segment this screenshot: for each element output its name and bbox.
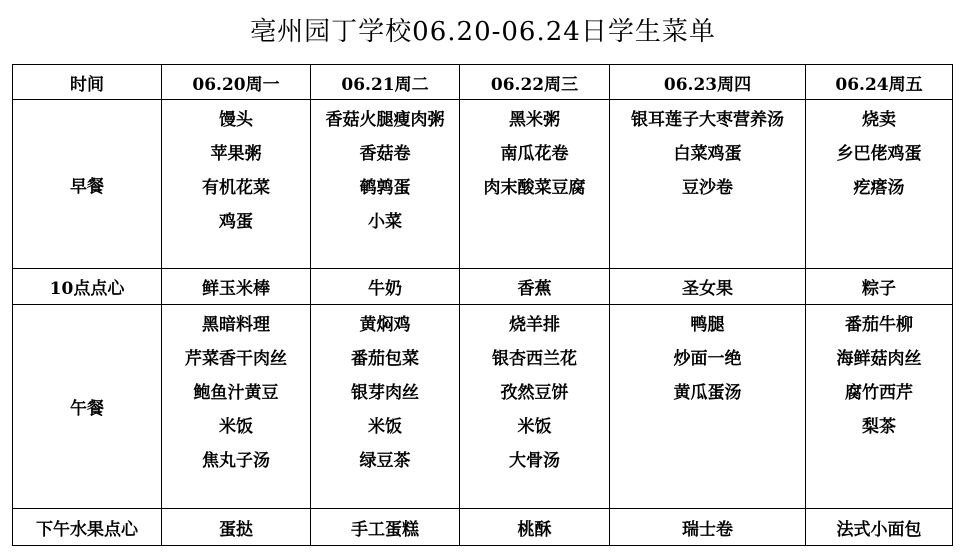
breakfast-cell-fri <box>806 100 953 269</box>
afternoon-fruit-label: 下午水果点心 <box>13 509 162 546</box>
dish-list <box>311 100 459 239</box>
lunch-cell-thu <box>610 305 806 509</box>
time-header: 时间 <box>13 65 162 100</box>
dish-list <box>610 100 805 205</box>
dish-item: 肉末酸菜豆腐 <box>483 178 586 198</box>
dish-item: 孜然豆饼 <box>500 383 569 403</box>
dish-list <box>460 305 609 478</box>
afternoon-fruit-row <box>13 509 953 546</box>
dish-item: 黄焖鸡 <box>359 315 411 335</box>
dish-item: 豆沙卷 <box>682 178 733 198</box>
fruit-cell-thu: 瑞士卷 <box>610 509 806 546</box>
breakfast-cell-mon <box>162 100 311 269</box>
breakfast-cell-wed <box>460 100 610 269</box>
dish-item: 焦丸子汤 <box>202 451 270 471</box>
breakfast-row <box>13 100 953 269</box>
menu-table <box>12 64 953 546</box>
dish-item: 黑暗料理 <box>202 315 270 335</box>
dish-item: 米饭 <box>219 417 253 437</box>
header-row <box>13 65 953 100</box>
dish-item: 鸭腿 <box>690 315 725 335</box>
dish-item: 芹菜香干肉丝 <box>185 349 287 369</box>
dish-item: 银杏西兰花 <box>492 349 577 369</box>
dish-item: 乡巴佬鸡蛋 <box>836 144 922 164</box>
dish-item: 鲍鱼汁黄豆 <box>193 383 279 403</box>
snack-cell-tue: 牛奶 <box>311 269 460 305</box>
snack-cell-fri: 粽子 <box>806 269 953 305</box>
snack-cell-mon: 鲜玉米棒 <box>162 269 311 305</box>
dish-item: 馒头 <box>219 110 253 130</box>
dish-item: 小菜 <box>368 212 402 232</box>
day-header-wed: 06.22周三 <box>460 65 610 100</box>
dish-item: 银芽肉丝 <box>351 383 419 403</box>
dish-item: 大骨汤 <box>509 451 560 471</box>
dish-item: 鸡蛋 <box>219 212 253 232</box>
dish-item: 黑米粥 <box>509 110 560 130</box>
dish-list <box>311 305 459 478</box>
day-header-mon: 06.20周一 <box>162 65 311 100</box>
dish-item: 有机花菜 <box>202 178 270 198</box>
dish-list <box>162 305 310 478</box>
dish-item: 炒面一绝 <box>673 349 742 369</box>
dish-item: 疙瘩汤 <box>853 178 905 198</box>
fruit-cell-tue: 手工蛋糕 <box>311 509 460 546</box>
lunch-cell-mon <box>162 305 311 509</box>
fruit-cell-wed: 桃酥 <box>460 509 610 546</box>
dish-item: 香菇火腿瘦肉粥 <box>325 110 445 130</box>
dish-item: 香菇卷 <box>359 144 411 164</box>
menu-title: 亳州园丁学校06.20-06.24日学生菜单 <box>250 17 716 47</box>
lunch-label: 午餐 <box>13 305 162 509</box>
dish-item: 米饭 <box>517 417 552 437</box>
lunch-cell-tue <box>311 305 460 509</box>
breakfast-cell-tue <box>311 100 460 269</box>
snack-cell-thu: 圣女果 <box>610 269 806 305</box>
fruit-cell-mon: 蛋挞 <box>162 509 311 546</box>
dish-list <box>806 305 952 444</box>
dish-list <box>460 100 609 205</box>
day-header-tue: 06.21周二 <box>311 65 460 100</box>
dish-item: 鹌鹑蛋 <box>359 178 411 198</box>
dish-list <box>610 305 805 410</box>
dish-item: 梨茶 <box>862 417 896 437</box>
dish-list <box>162 100 310 239</box>
dish-item: 南瓜花卷 <box>500 144 569 164</box>
fruit-cell-fri: 法式小面包 <box>806 509 953 546</box>
dish-item: 烧卖 <box>862 110 896 130</box>
lunch-row <box>13 305 953 509</box>
snack-label: 10点点心 <box>13 269 162 305</box>
dish-item: 腐竹西芹 <box>845 383 913 403</box>
day-header-thu: 06.23周四 <box>610 65 806 100</box>
snack-row <box>13 269 953 305</box>
breakfast-cell-thu <box>610 100 806 269</box>
dish-item: 番茄牛柳 <box>845 315 913 335</box>
snack-cell-wed: 香蕉 <box>460 269 610 305</box>
day-header-fri: 06.24周五 <box>806 65 953 100</box>
dish-item: 番茄包菜 <box>351 349 419 369</box>
lunch-cell-fri <box>806 305 953 509</box>
dish-item: 烧羊排 <box>509 315 560 335</box>
dish-item: 黄瓜蛋汤 <box>673 383 742 403</box>
dish-item: 银耳莲子大枣营养汤 <box>631 110 784 130</box>
dish-item: 白菜鸡蛋 <box>673 144 742 164</box>
dish-item: 绿豆茶 <box>359 451 411 471</box>
dish-item: 海鲜菇肉丝 <box>836 349 922 369</box>
dish-list <box>806 100 952 205</box>
lunch-cell-wed <box>460 305 610 509</box>
breakfast-label: 早餐 <box>13 100 162 269</box>
dish-item: 米饭 <box>368 417 402 437</box>
dish-item: 苹果粥 <box>210 144 262 164</box>
